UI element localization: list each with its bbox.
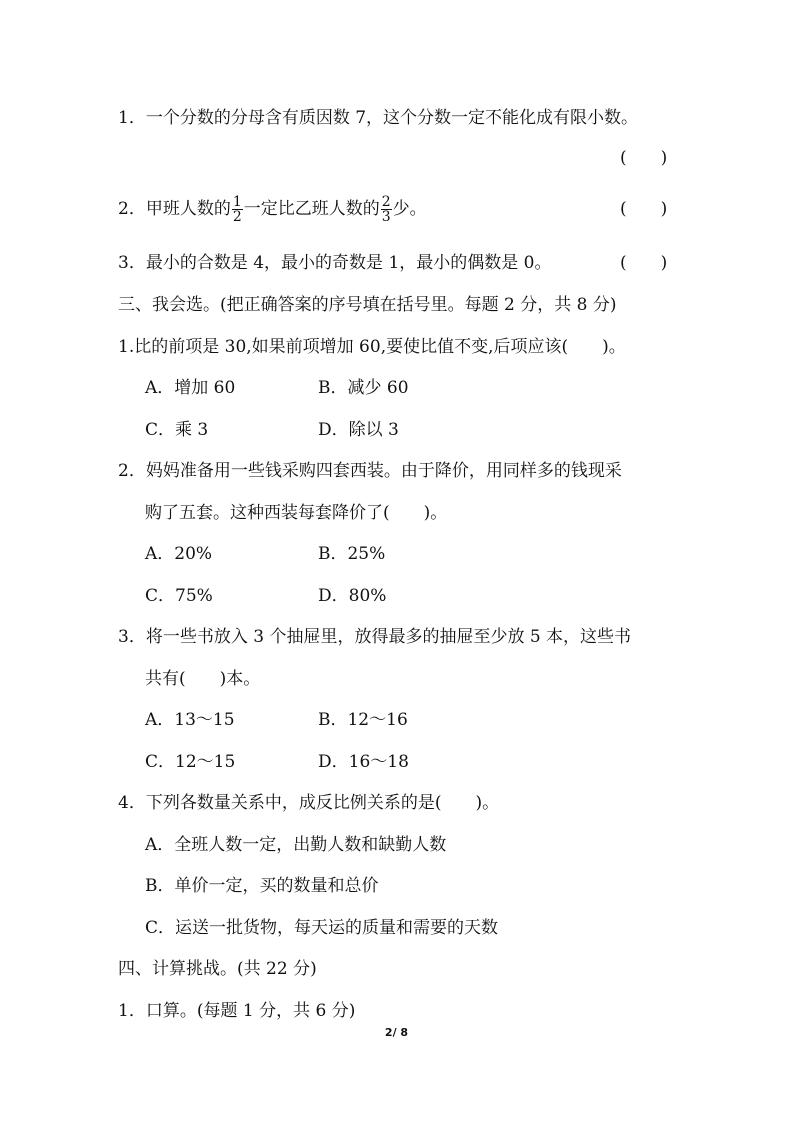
- fraction-numerator: 2: [381, 194, 391, 210]
- option-c: C．12～15: [145, 752, 236, 772]
- choice-q2-text-line2: 购了五套。这种西装每套降价了( )。: [145, 503, 448, 523]
- judge-item-2-mid: 一定比乙班人数的: [243, 199, 380, 219]
- choice-q2-options-row1: [0, 539, 793, 569]
- judge-item-1-text: 1．一个分数的分母含有质因数 7，这个分数一定不能化成有限小数。: [118, 108, 639, 128]
- section-4-heading: [0, 954, 793, 984]
- section-3-heading: [0, 290, 793, 320]
- judge-item-1-answer: [0, 143, 793, 173]
- choice-q3-text-line2: 共有( )本。: [145, 669, 261, 689]
- choice-q2: [0, 456, 793, 486]
- answer-bracket[interactable]: ( ): [620, 253, 668, 273]
- answer-bracket[interactable]: ( ): [620, 148, 668, 168]
- choice-q4: [0, 788, 793, 818]
- judge-item-2-post: 少。: [392, 199, 427, 219]
- option-b: B．减少 60: [318, 378, 409, 398]
- choice-q3-cont: [0, 664, 793, 694]
- option-c: C．75%: [145, 586, 213, 606]
- option-b: B．12～16: [318, 710, 408, 730]
- fraction-one-half: [232, 195, 243, 224]
- judge-item-2-text: [118, 194, 427, 224]
- judge-item-2: [0, 194, 793, 224]
- choice-q4-option-b-row: [0, 871, 793, 901]
- choice-q2-options-row2: [0, 581, 793, 611]
- option-d: D．除以 3: [318, 420, 399, 440]
- choice-q2-text-line1: 2．妈妈准备用一些钱采购四套西装。由于降价，用同样多的钱现采: [118, 461, 622, 481]
- fraction-denominator: 3: [381, 209, 391, 225]
- option-d: D．16～18: [318, 752, 409, 772]
- option-b: B．单价一定，买的数量和总价: [145, 876, 379, 896]
- choice-q1-options-row1: [0, 373, 793, 403]
- choice-q4-option-a-row: [0, 830, 793, 860]
- fraction-numerator: 1: [232, 194, 242, 210]
- choice-q1-text: 1.比的前项是 30,如果前项增加 60,要使比值不变,后项应该( )。: [118, 337, 626, 357]
- choice-q3-options-row2: [0, 747, 793, 777]
- choice-q3-text-line1: 3．将一些书放入 3 个抽屉里，放得最多的抽屉至少放 5 本，这些书: [118, 627, 632, 647]
- option-c: C．运送一批货物，每天运的质量和需要的天数: [145, 918, 499, 938]
- option-a: A．20%: [145, 544, 213, 564]
- fraction-denominator: 2: [232, 209, 242, 225]
- section-3-title: 三、我会选。(把正确答案的序号填在括号里。每题 2 分，共 8 分): [118, 295, 617, 315]
- choice-q4-option-c-row: [0, 913, 793, 943]
- page-number: 2/ 8: [384, 1026, 409, 1039]
- judge-item-1: [0, 103, 793, 133]
- choice-q3-options-row1: [0, 705, 793, 735]
- judge-item-3: [0, 248, 793, 278]
- choice-q2-cont: [0, 498, 793, 528]
- option-c: C．乘 3: [145, 420, 209, 440]
- section-4-title: 四、计算挑战。(共 22 分): [118, 959, 317, 979]
- choice-q3: [0, 622, 793, 652]
- judge-item-3-text: 3．最小的合数是 4，最小的奇数是 1，最小的偶数是 0。: [118, 253, 552, 273]
- calc-q1: [0, 996, 793, 1026]
- option-b: B．25%: [318, 544, 386, 564]
- calc-q1-text: 1．口算。(每题 1 分，共 6 分): [118, 1001, 356, 1021]
- choice-q4-text: 4．下列各数量关系中，成反比例关系的是( )。: [118, 793, 500, 813]
- answer-bracket[interactable]: ( ): [620, 199, 668, 219]
- option-a: A．13～15: [145, 710, 235, 730]
- option-d: D．80%: [318, 586, 387, 606]
- option-a: A．全班人数一定，出勤人数和缺勤人数: [145, 835, 447, 855]
- choice-q1: [0, 332, 793, 362]
- judge-item-2-pre: 2．甲班人数的: [118, 199, 231, 219]
- fraction-two-thirds: [381, 195, 392, 224]
- option-a: A．增加 60: [145, 378, 236, 398]
- choice-q1-options-row2: [0, 415, 793, 445]
